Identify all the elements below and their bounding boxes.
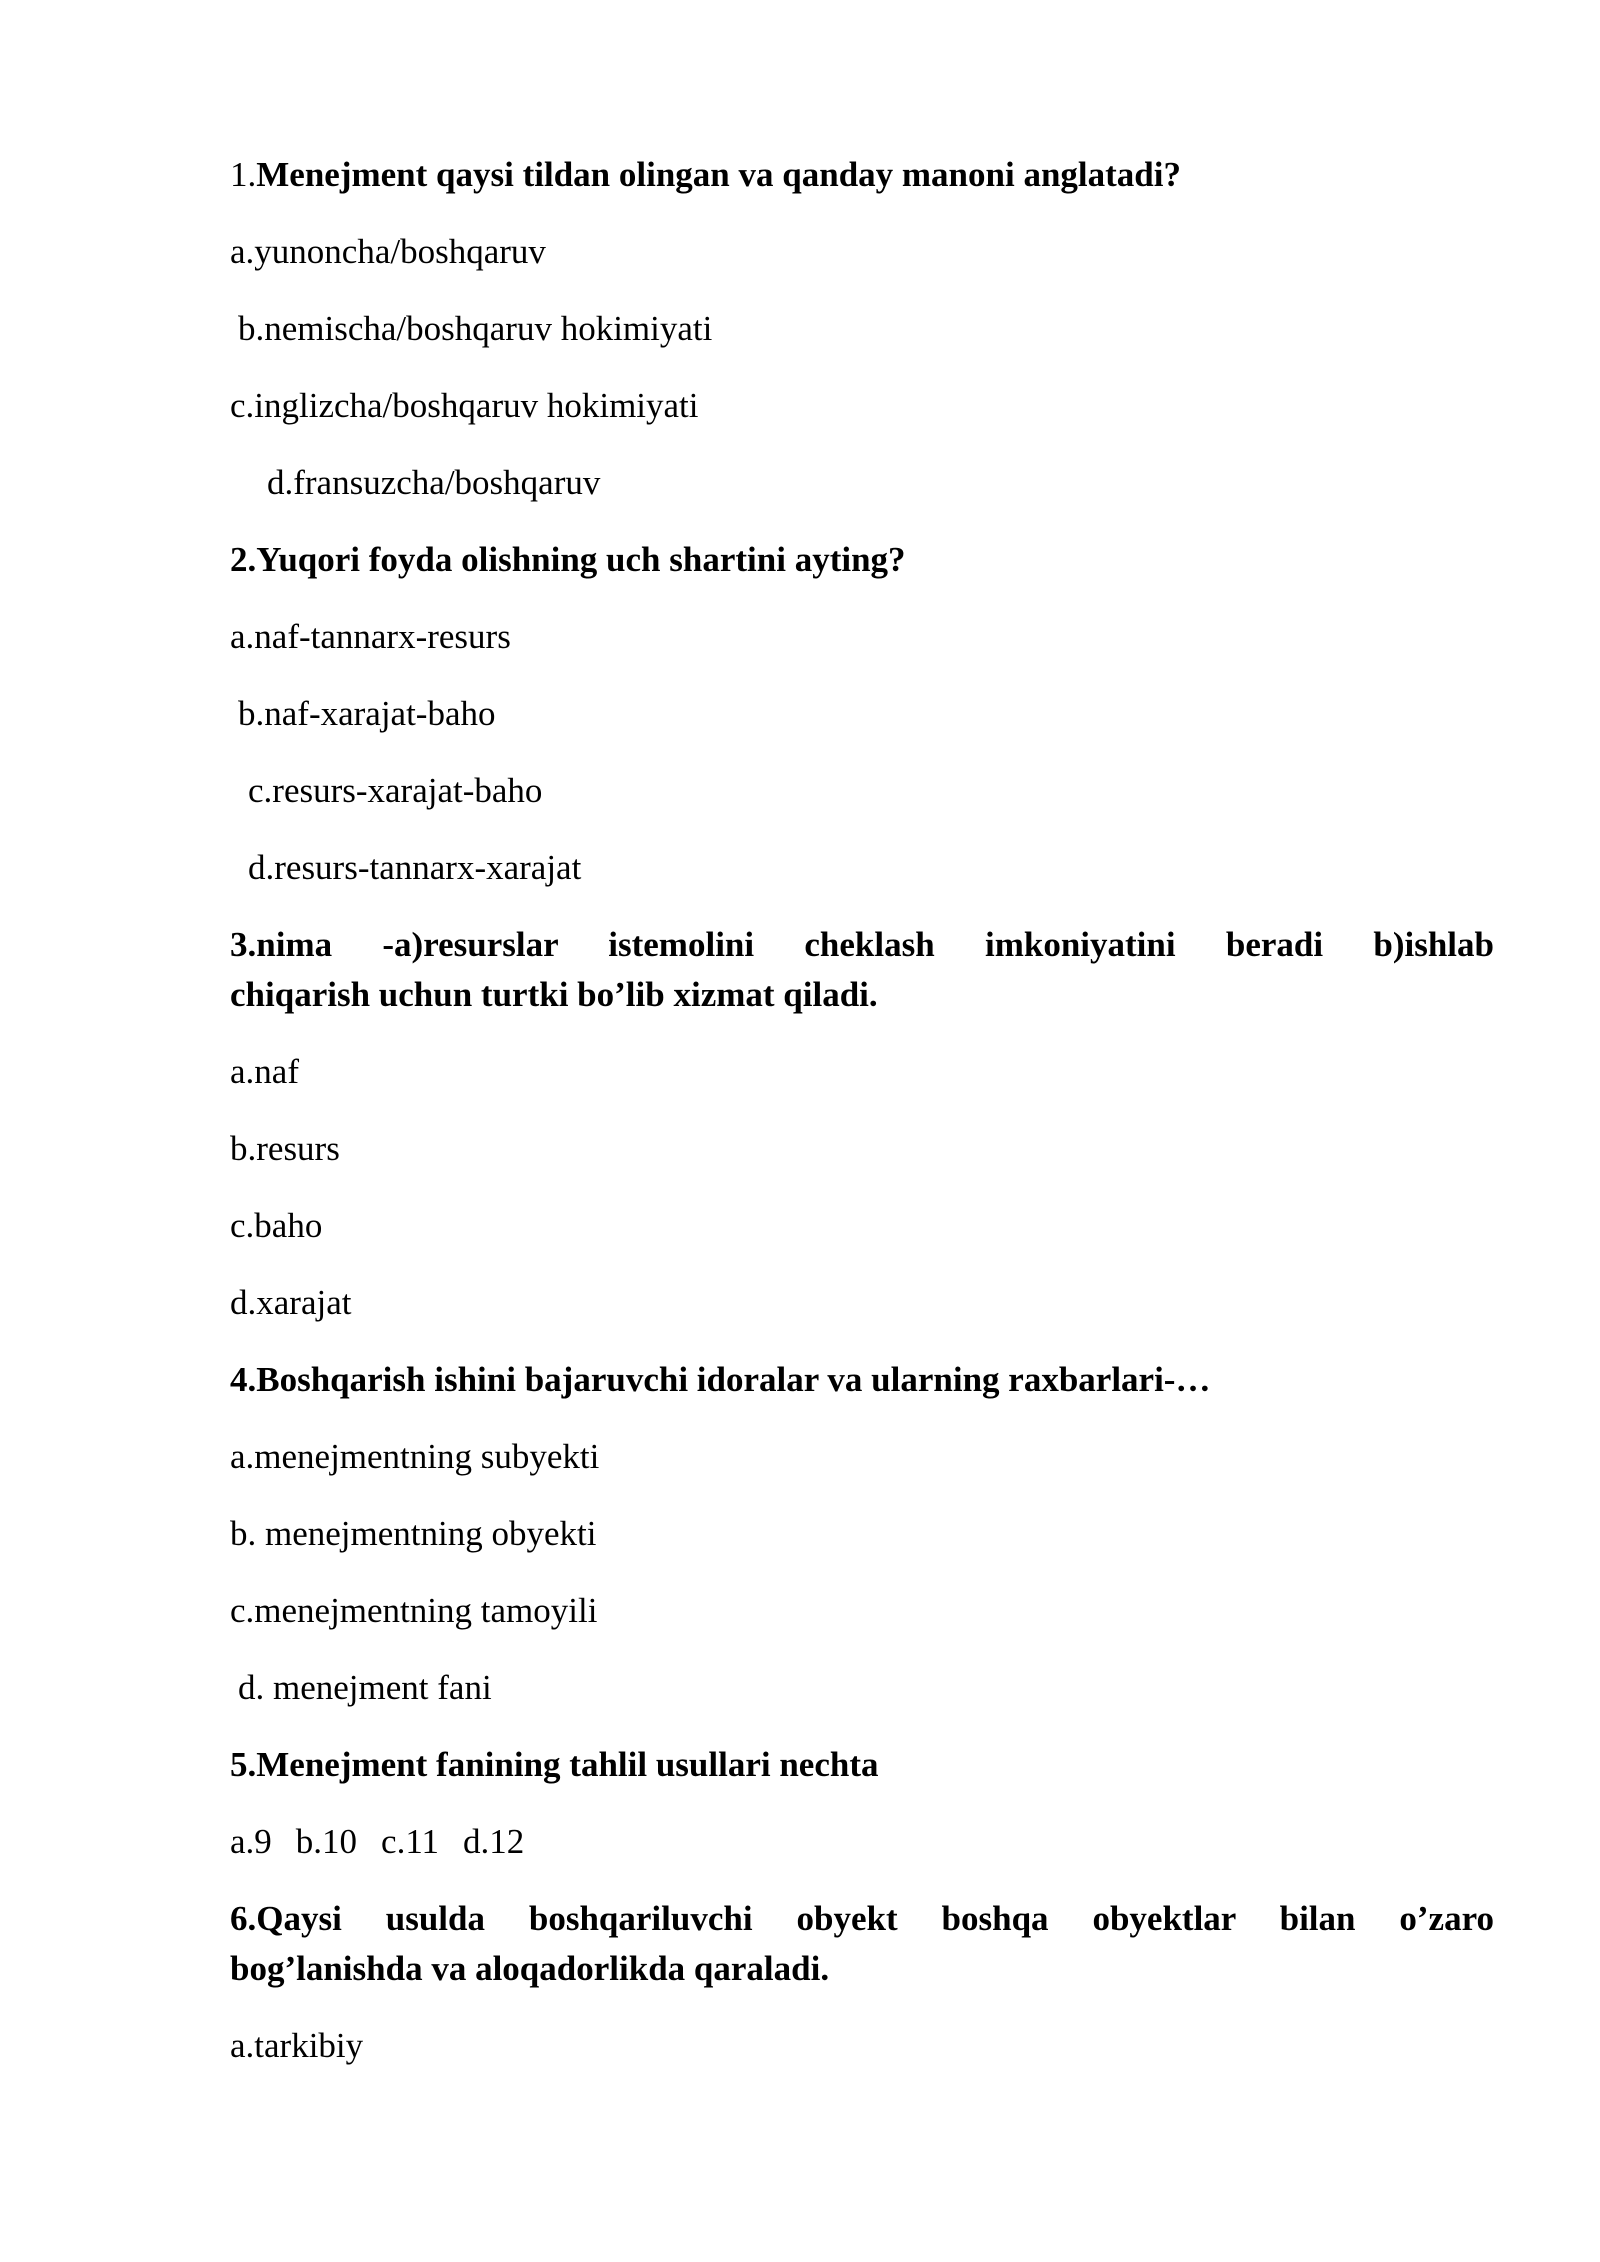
question-5-option-a: a.9	[230, 1822, 272, 1861]
question-3-text-line1: 3.nima -a)resurslar istemolini cheklash imkoniyatini beradi b)ishlab	[230, 925, 1494, 964]
question-6-text-line2: bog’lanishda va aloqadorlikda qaraladi.	[230, 1949, 830, 1988]
question-4-option-a: a.menejmentning subyekti	[230, 1437, 600, 1476]
question-1-option-c: c.inglizcha/boshqaruv hokimiyati	[230, 386, 699, 425]
question-2-text: 2.Yuqori foyda olishning uch shartini ayting?	[230, 540, 906, 579]
question-1-option-b: b.nemischa/boshqaruv hokimiyati	[238, 309, 713, 348]
question-5-text: 5.Menejment fanining tahlil usullari nechta	[230, 1745, 879, 1784]
question-2-option-d: d.resurs-tannarx-xarajat	[248, 848, 582, 887]
question-5-options	[230, 1817, 524, 1867]
question-4-option-c: c.menejmentning tamoyili	[230, 1591, 598, 1630]
question-1	[230, 150, 1181, 200]
question-3-option-a: a.naf	[230, 1052, 299, 1091]
question-4-option-d: d. menejment fani	[238, 1668, 492, 1707]
question-1-option-a: a.yunoncha/boshqaruv	[230, 232, 546, 271]
question-4-option-b: b. menejmentning obyekti	[230, 1514, 597, 1553]
question-3-text-line2: chiqarish uchun turtki bo’lib xizmat qiladi.	[230, 975, 878, 1014]
question-5-option-b: b.10	[295, 1822, 358, 1861]
question-5-option-c: c.11	[381, 1822, 440, 1861]
question-1-text: Menejment qaysi tildan olingan va qanday manoni anglatadi?	[256, 155, 1181, 194]
question-1-number: 1.	[230, 155, 257, 194]
question-6-text-line1: 6.Qaysi usulda boshqariluvchi obyekt boshqa obyektlar bilan o’zaro	[230, 1899, 1494, 1938]
question-2-option-c: c.resurs-xarajat-baho	[248, 771, 543, 810]
question-5-option-d: d.12	[463, 1822, 525, 1861]
question-1-option-d: d.fransuzcha/boshqaruv	[267, 463, 601, 502]
question-4-text: 4.Boshqarish ishini bajaruvchi idoralar va ularning raxbarlari-…	[230, 1360, 1211, 1399]
question-2-option-b: b.naf-xarajat-baho	[238, 694, 496, 733]
question-6-option-a: a.tarkibiy	[230, 2026, 364, 2065]
question-3-option-b: b.resurs	[230, 1129, 340, 1168]
question-3-option-d: d.xarajat	[230, 1283, 352, 1322]
question-2-option-a: a.naf-tannarx-resurs	[230, 617, 511, 656]
question-3-option-c: c.baho	[230, 1206, 323, 1245]
